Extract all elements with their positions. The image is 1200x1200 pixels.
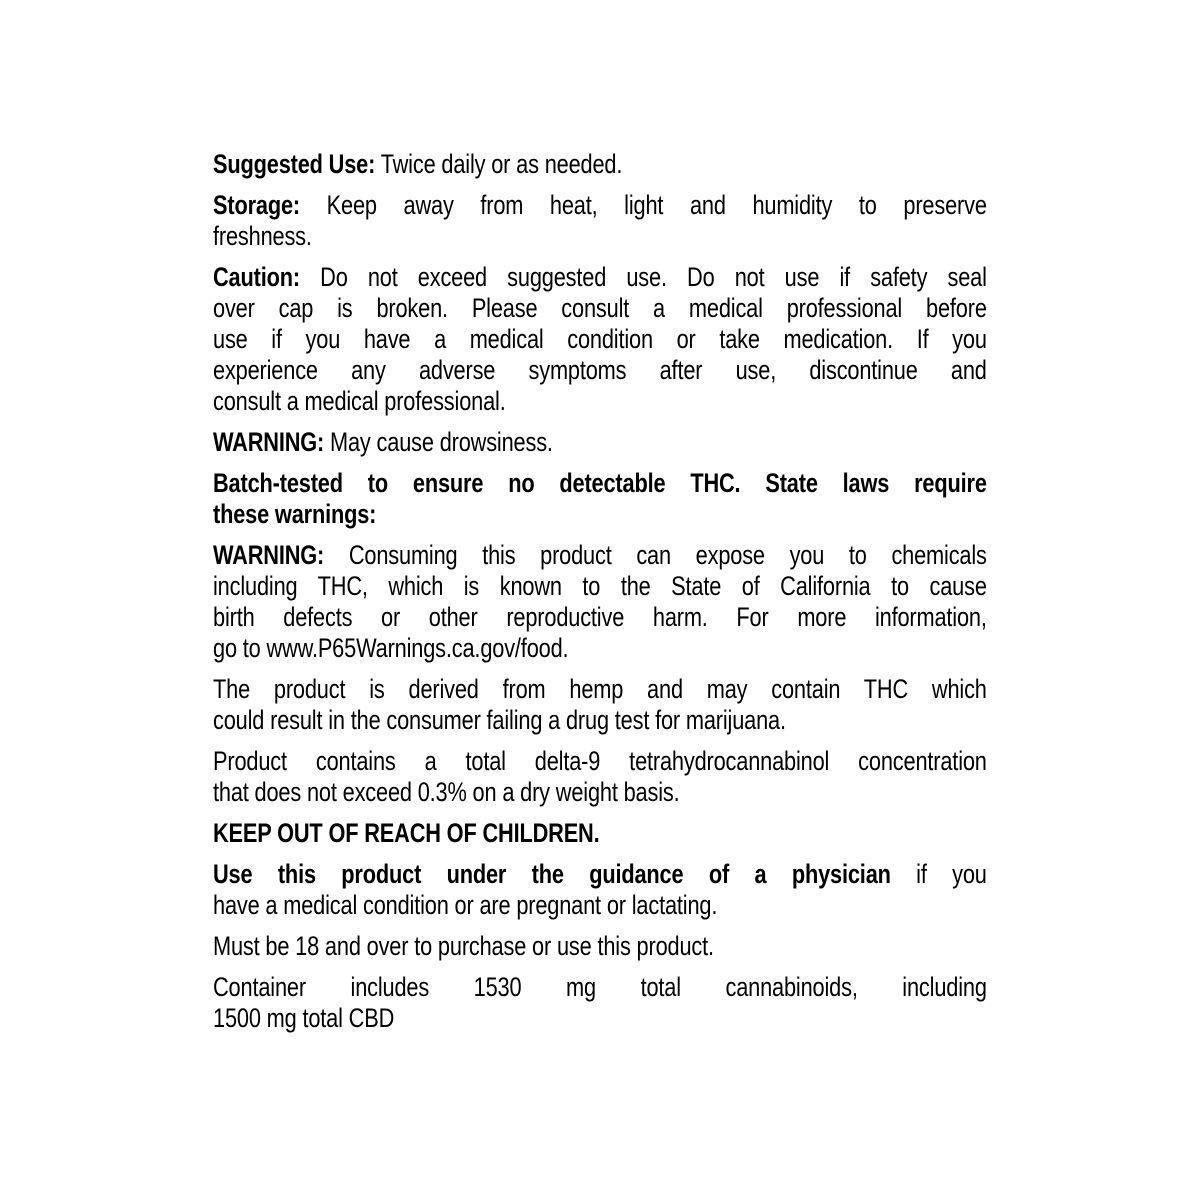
- text-line: [213, 1003, 987, 1034]
- text-line: [213, 890, 987, 921]
- bold-lead-in: WARNING:: [213, 540, 325, 570]
- body-text: Keep away from heat, light and humidity to preserve: [299, 190, 987, 220]
- text-line: [213, 468, 987, 499]
- text-line: [213, 149, 987, 180]
- body-text: if you: [890, 859, 987, 889]
- text-line: [213, 190, 987, 221]
- body-text: The product is derived from hemp and may contain THC which: [213, 674, 987, 704]
- paragraph-prop65-warning: [213, 540, 987, 664]
- paragraph-caution: [213, 262, 987, 417]
- body-text: consult a medical professional.: [213, 386, 506, 416]
- text-line: [213, 602, 987, 633]
- text-line: [213, 571, 987, 602]
- text-line: [213, 324, 987, 355]
- paragraph-storage: [213, 190, 987, 252]
- body-text: Product contains a total delta-9 tetrahydrocannabinol concentration: [213, 746, 987, 776]
- bold-text: these warnings:: [213, 499, 377, 529]
- text-line: [213, 540, 987, 571]
- text-line: [213, 705, 987, 736]
- body-text: that does not exceed 0.3% on a dry weight basis.: [213, 777, 680, 807]
- body-text: freshness.: [213, 221, 312, 251]
- paragraph-hemp-derived: [213, 674, 987, 736]
- body-text: May cause drowsiness.: [324, 427, 553, 457]
- body-text: use if you have a medical condition or take medication. If you: [213, 324, 987, 354]
- paragraph-warning-drowsiness: [213, 427, 987, 458]
- text-line: [213, 221, 987, 252]
- paragraph-delta9-concentration: [213, 746, 987, 808]
- paragraph-suggested-use: [213, 149, 987, 180]
- bold-lead-in: Caution:: [213, 262, 300, 292]
- body-text: Must be 18 and over to purchase or use this product.: [213, 931, 714, 961]
- text-line: [213, 777, 987, 808]
- bold-lead-in: Storage:: [213, 190, 300, 220]
- bold-text: KEEP OUT OF REACH OF CHILDREN.: [213, 818, 600, 848]
- paragraph-cannabinoid-content: [213, 972, 987, 1034]
- body-text: over cap is broken. Please consult a medical professional before: [213, 293, 987, 323]
- body-text: birth defects or other reproductive harm. For more information,: [213, 602, 987, 632]
- text-line: [213, 499, 987, 530]
- body-text: Consuming this product can expose you to chemicals: [324, 540, 987, 570]
- text-line: [213, 427, 987, 458]
- body-text: 1500 mg total CBD: [213, 1003, 395, 1033]
- paragraph-physician-guidance: [213, 859, 987, 921]
- text-line: [213, 355, 987, 386]
- text-line: [213, 633, 987, 664]
- label-text-block: [213, 149, 987, 1034]
- text-line: [213, 859, 987, 890]
- bold-text: Batch-tested to ensure no detectable THC. State laws require: [213, 468, 987, 498]
- bold-lead-in: Use this product under the guidance of a physician: [213, 859, 891, 889]
- text-line: [213, 931, 987, 962]
- text-line: [213, 293, 987, 324]
- body-text: Do not exceed suggested use. Do not use if safety seal: [299, 262, 987, 292]
- body-text: Container includes 1530 mg total cannabinoids, including: [213, 972, 987, 1002]
- paragraph-batch-tested: [213, 468, 987, 530]
- bold-lead-in: WARNING:: [213, 427, 325, 457]
- paragraph-age-restriction: [213, 931, 987, 962]
- body-text: go to www.P65Warnings.ca.gov/food.: [213, 633, 569, 663]
- text-line: [213, 818, 987, 849]
- text-line: [213, 746, 987, 777]
- text-line: [213, 262, 987, 293]
- body-text: have a medical condition or are pregnant or lactating.: [213, 890, 718, 920]
- body-text: including THC, which is known to the State of California to cause: [213, 571, 987, 601]
- text-line: [213, 674, 987, 705]
- body-text: Twice daily or as needed.: [375, 149, 623, 179]
- text-line: [213, 386, 987, 417]
- bold-lead-in: Suggested Use:: [213, 149, 376, 179]
- text-line: [213, 972, 987, 1003]
- body-text: experience any adverse symptoms after use, discontinue and: [213, 355, 987, 385]
- paragraph-keep-out-of-reach: [213, 818, 987, 849]
- body-text: could result in the consumer failing a drug test for marijuana.: [213, 705, 786, 735]
